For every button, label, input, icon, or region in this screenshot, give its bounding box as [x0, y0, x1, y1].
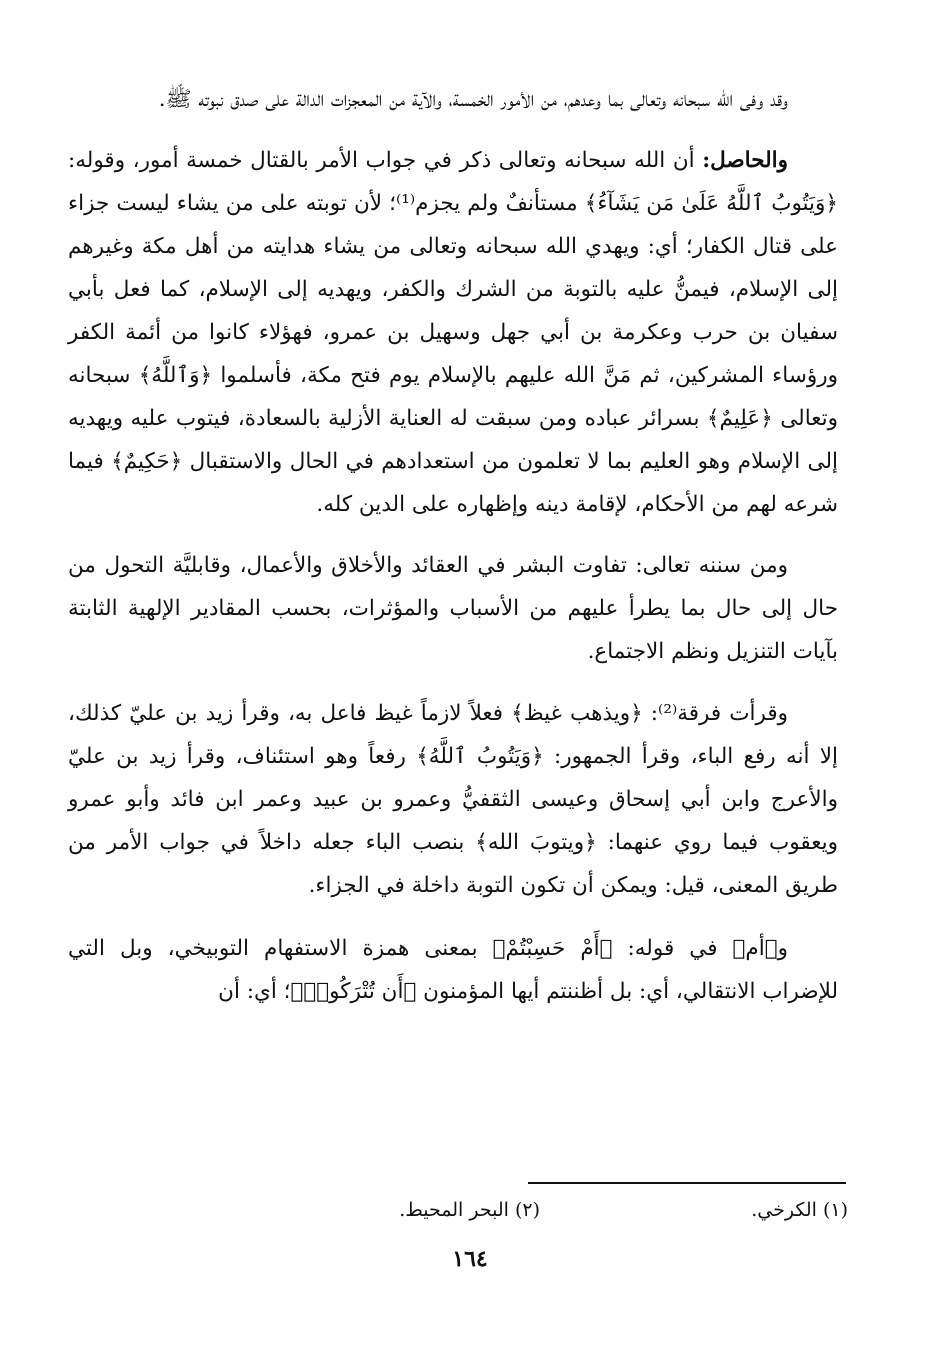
main-text [68, 78, 838, 1013]
page-number: ١٦٤ [452, 1246, 488, 1272]
paragraph-2 [68, 139, 838, 526]
paragraph-4: وقرأت فرقة⁽²⁾: ﴿ويذهب غيظ﴾ فعلاً لازماً غيظ فاعل به، وقرأ زيد بن عليّ كذلك، إلا أنه رفع الباء، وقرأ الجمهور: ﴿وَيَتُوبُ ٱللَّهُ﴾ رفعاً وهو استئناف، وقرأ زيد بن عليّ والأعرج وابن أبي إسحاق وعيسى الثقفيُّ وعمرو بن عبيد وعمر ابن فائد وأبو عمرو ويعقوب فيما روي عنهما: ﴿ويتوبَ الله﴾ بنصب الباء جعله داخلاً في جواب الأمر من طريق المعنى، قيل: ويمكن أن تكون التوبة داخلة في الجزاء. [68, 701, 838, 898]
paragraph-3: ومن سننه تعالى: تفاوت البشر في العقائد والأخلاق والأعمال، وقابليَّة التحول من حال إلى حال بما يطرأ عليهم من الأسباب والمؤثرات، بحسب المقادير الإلهية الثابتة بآيات التنزيل ونظم الاجتماع. [68, 553, 838, 664]
footnote-divider [528, 1182, 846, 1184]
paragraph-1: وقد وفى الله سبحانه وتعالى بما وعدهم، من الأمور الخمسة، والآية من المعجزات الدالة على صدق نبوته ﷺ. [158, 87, 788, 112]
footnotes [288, 1196, 848, 1224]
footnote-2: (٢) البحر المحيط. [399, 1199, 540, 1221]
paragraph-2-lead: والحاصل: [702, 148, 788, 173]
footnote-1: (١) الكرخي. [751, 1199, 848, 1221]
paragraph-2-body: أن الله سبحانه وتعالى ذكر في جواب الأمر بالقتال خمسة أمور، وقوله: ﴿وَيَتُوبُ ٱللَّهُ عَلَىٰ مَن يَشَآءُ﴾ مستأنفٌ ولم يجزم⁽¹⁾؛ لأن توبته على من يشاء ليست جزاء على قتال الكفار؛ أي: ويهدي الله سبحانه وتعالى من يشاء هدايته من أهل مكة وغيرهم إلى الإسلام، فيمنُّ عليه بالتوبة من الشرك والكفر، ويهديه إلى الإسلام، كما فعل بأبي سفيان بن حرب وعكرمة بن أبي جهل وسهيل بن عمرو، فهؤلاء كانوا من أئمة الكفر ورؤساء المشركين، ثم مَنَّ الله عليهم بالإسلام يوم فتح مكة، فأسلموا ﴿وَٱللَّهُ﴾ سبحانه وتعالى ﴿عَلِيمٌ﴾ بسرائر عباده ومن سبقت له العناية الأزلية بالسعادة، فيتوب عليه ويهديه إلى الإسلام وهو العليم بما لا تعلمون من استعدادهم في الحال والاستقبال ﴿حَكِيمٌ﴾ فيما شرعه لهم من الأحكام، لإقامة دينه وإظهاره على الدين كله. [68, 148, 839, 517]
paragraph-5: و﴿أم﴾ في قوله: ﴿أَمْ حَسِبْتُمْ﴾ بمعنى همزة الاستفهام التوبيخي، وبل التي للإضراب الانتقالي، أي: بل أظننتم أيها المؤمنون ﴿أَن تُتْرَكُوا۟﴾؛ أي: أن [68, 936, 838, 1004]
